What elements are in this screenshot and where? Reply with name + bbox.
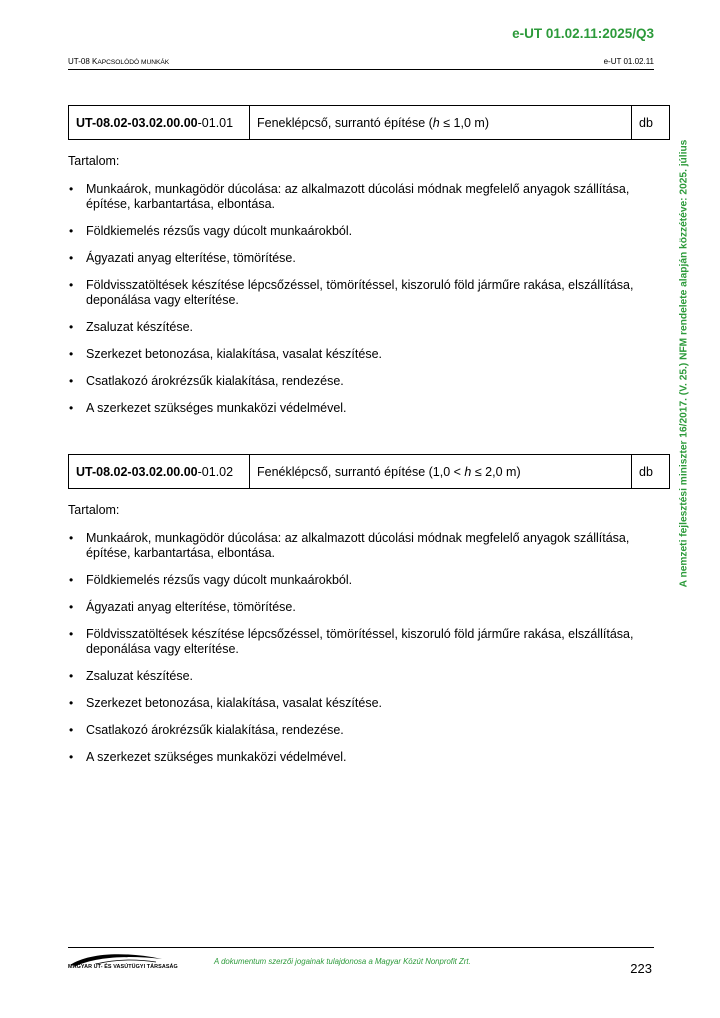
content-label: Tartalom:	[68, 154, 120, 168]
item-header-table-2	[68, 454, 670, 489]
running-header-left-main: UT-08 K	[68, 57, 98, 66]
item-unit-cell: db	[632, 106, 670, 140]
item-code-suffix: -01.01	[197, 115, 234, 130]
item-description-before: Feneklépcső, surrantó építése (	[257, 115, 433, 130]
item-code-bold: UT-08.02-03.02.00.00	[76, 115, 198, 130]
item-code-bold: UT-08.02-03.02.00.00	[76, 464, 198, 479]
item-code-cell	[69, 455, 250, 489]
content-list-item: • Földkiemelés rézsűs vagy dúcolt munkaárokból.	[68, 224, 638, 239]
item-description-cell	[250, 455, 632, 489]
item-header-row	[69, 106, 670, 140]
copyright-notice: A dokumentum szerzői jogainak tulajdonosa a Magyar Közút Nonprofit Zrt.	[214, 957, 471, 966]
content-list-item: • Ágyazati anyag elterítése, tömörítése.	[68, 600, 638, 615]
item-description-variable: h	[464, 464, 472, 479]
content-list-item: • Szerkezet betonozása, kialakítása, vasalat készítése.	[68, 696, 638, 711]
running-header	[68, 57, 654, 70]
content-list-item: • Csatlakozó árokrézsűk kialakítása, rendezése.	[68, 723, 638, 738]
content-list-item: • Ágyazati anyag elterítése, tömörítése.	[68, 251, 638, 266]
item-description-variable: h	[432, 115, 440, 130]
footer-divider	[68, 947, 654, 948]
item-content-1	[68, 154, 638, 428]
item-code-cell	[69, 106, 250, 140]
running-header-left-smallcaps: APCSOLÓDÓ MUNKÁK	[97, 59, 170, 66]
item-content-2	[68, 503, 638, 777]
content-list-item: • Munkaárok, munkagödör dúcolása: az alkalmazott dúcolási módnak megfelelő anyagok szállítása, építése, karbantartása, elbontása.	[68, 531, 638, 561]
content-list-item: • Munkaárok, munkagödör dúcolása: az alkalmazott dúcolási módnak megfelelő anyagok szállítása, építése, karbantartása, elbontása.	[68, 182, 638, 212]
item-description-after: ≤ 2,0 m)	[471, 464, 521, 479]
content-list-item: • Zsaluzat készítése.	[68, 320, 638, 335]
side-note-text: A nemzeti fejlesztési miniszter 16/2017. (V. 25.) NFM rendelete alapján közzétéve: 2025. július	[678, 139, 690, 588]
running-header-right: e-UT 01.02.11	[603, 57, 654, 66]
company-logo-text: MAGYAR ÚT- ÉS VASÚTÜGYI TÁRSASÁG	[68, 964, 178, 970]
content-list	[68, 182, 638, 416]
content-list	[68, 531, 638, 765]
content-list-item: • Földkiemelés rézsűs vagy dúcolt munkaárokból.	[68, 573, 638, 588]
running-header-left	[68, 57, 169, 66]
item-unit-cell: db	[632, 455, 670, 489]
content-list-item: • A szerkezet szükséges munkaközi védelmével.	[68, 750, 638, 765]
page-number: 223	[630, 961, 652, 976]
content-list-item: • Földvisszatöltések készítése lépcsőzéssel, tömörítéssel, kiszoruló föld járműre rakása, elszállítása, deponálása vagy elterítése.	[68, 278, 638, 308]
content-label: Tartalom:	[68, 503, 120, 517]
item-description-after: ≤ 1,0 m)	[439, 115, 489, 130]
item-description-before: Fenéklépcső, surrantó építése (1,0 <	[257, 464, 465, 479]
item-code-suffix: -01.02	[197, 464, 234, 479]
document-code: e-UT 01.02.11:2025/Q3	[512, 26, 654, 41]
item-header-row	[69, 455, 670, 489]
content-list-item: • Zsaluzat készítése.	[68, 669, 638, 684]
item-header-table-1	[68, 105, 670, 140]
content-list-item: • Szerkezet betonozása, kialakítása, vasalat készítése.	[68, 347, 638, 362]
content-list-item: • Földvisszatöltések készítése lépcsőzéssel, tömörítéssel, kiszoruló föld járműre rakása, elszállítása, deponálása vagy elterítése.	[68, 627, 638, 657]
item-description-cell	[250, 106, 632, 140]
content-list-item: • A szerkezet szükséges munkaközi védelmével.	[68, 401, 638, 416]
content-list-item: • Csatlakozó árokrézsűk kialakítása, rendezése.	[68, 374, 638, 389]
